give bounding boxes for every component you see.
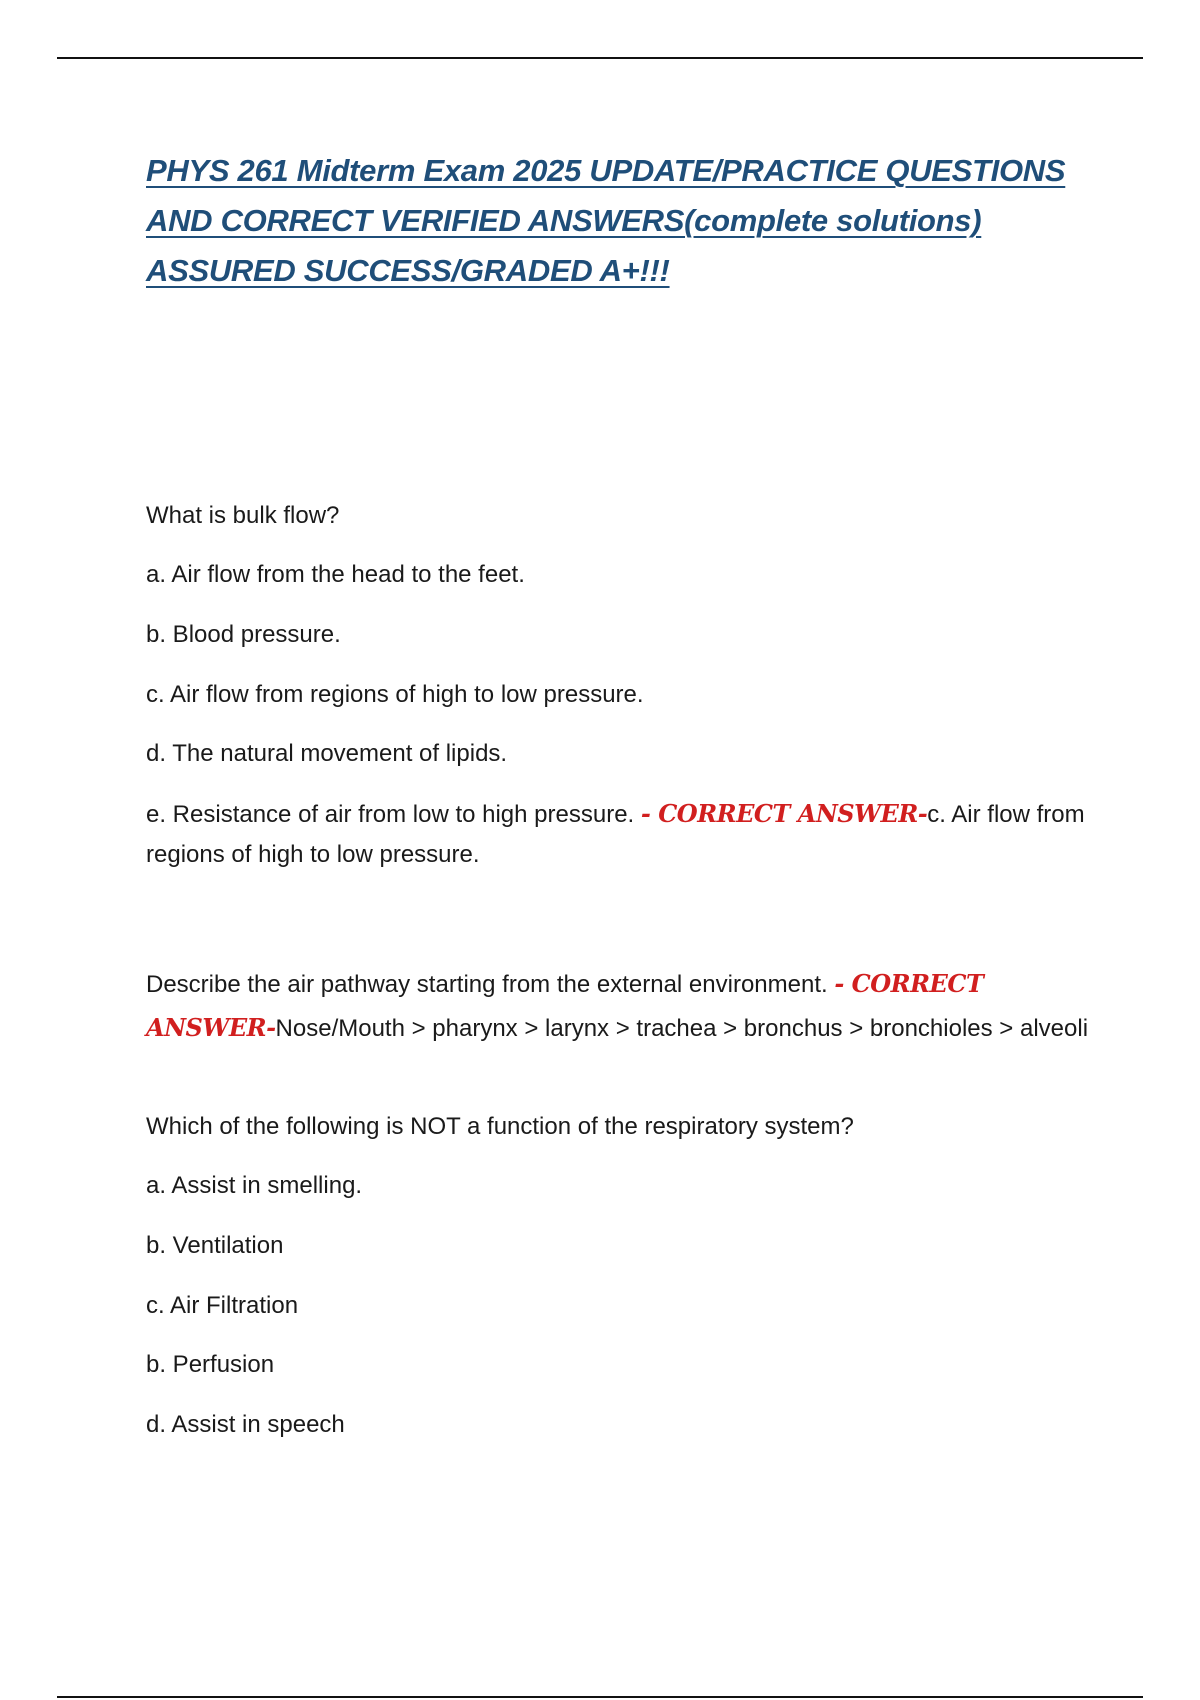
question-1-option-b: b. Blood pressure. — [146, 621, 341, 648]
correct-answer-label: - CORRECT ANSWER- — [146, 969, 984, 1042]
correct-answer-label: - CORRECT ANSWER- — [640, 799, 928, 828]
question-3-option-a: a. Assist in smelling. — [146, 1172, 363, 1199]
question-1-text: What is bulk flow? — [146, 502, 340, 529]
question-1-option-a: a. Air flow from the head to the feet. — [146, 561, 525, 588]
question-3-option-c: c. Air Filtration — [146, 1292, 299, 1319]
question-1-answer: c. Air flow from regions of high to low pressure. — [146, 801, 1085, 868]
question-1-option-e-with-answer — [146, 794, 1096, 875]
question-3-option-d: d. Assist in speech — [146, 1411, 345, 1438]
question-1-option-e: e. Resistance of air from low to high pressure. — [146, 801, 641, 828]
question-2-text: Describe the air pathway starting from the external environment. — [146, 971, 835, 998]
question-2 — [146, 962, 1096, 1050]
question-2-text-with-answer — [146, 962, 1096, 1050]
document-title: PHYS 261 Midterm Exam 2025 UPDATE/PRACTICE QUESTIONS AND CORRECT VERIFIED ANSWERS(complete solutions) ASSURED SUCCESS/GRADED A+!!! — [146, 153, 1066, 288]
question-3-text: Which of the following is NOT a function of the respiratory system? — [146, 1113, 854, 1140]
question-3-option-b2: b. Perfusion — [146, 1351, 275, 1378]
document-body — [146, 146, 1096, 296]
bottom-rule — [57, 1696, 1143, 1698]
top-rule — [57, 57, 1143, 59]
question-3 — [146, 1107, 1096, 1445]
question-1-option-c: c. Air flow from regions of high to low pressure. — [146, 681, 644, 708]
question-1-option-d: d. The natural movement of lipids. — [146, 740, 508, 767]
question-1 — [146, 496, 1096, 875]
question-3-option-b: b. Ventilation — [146, 1232, 284, 1259]
question-2-answer: Nose/Mouth > pharynx > larynx > trachea > bronchus > bronchioles > alveoli — [275, 1015, 1089, 1042]
